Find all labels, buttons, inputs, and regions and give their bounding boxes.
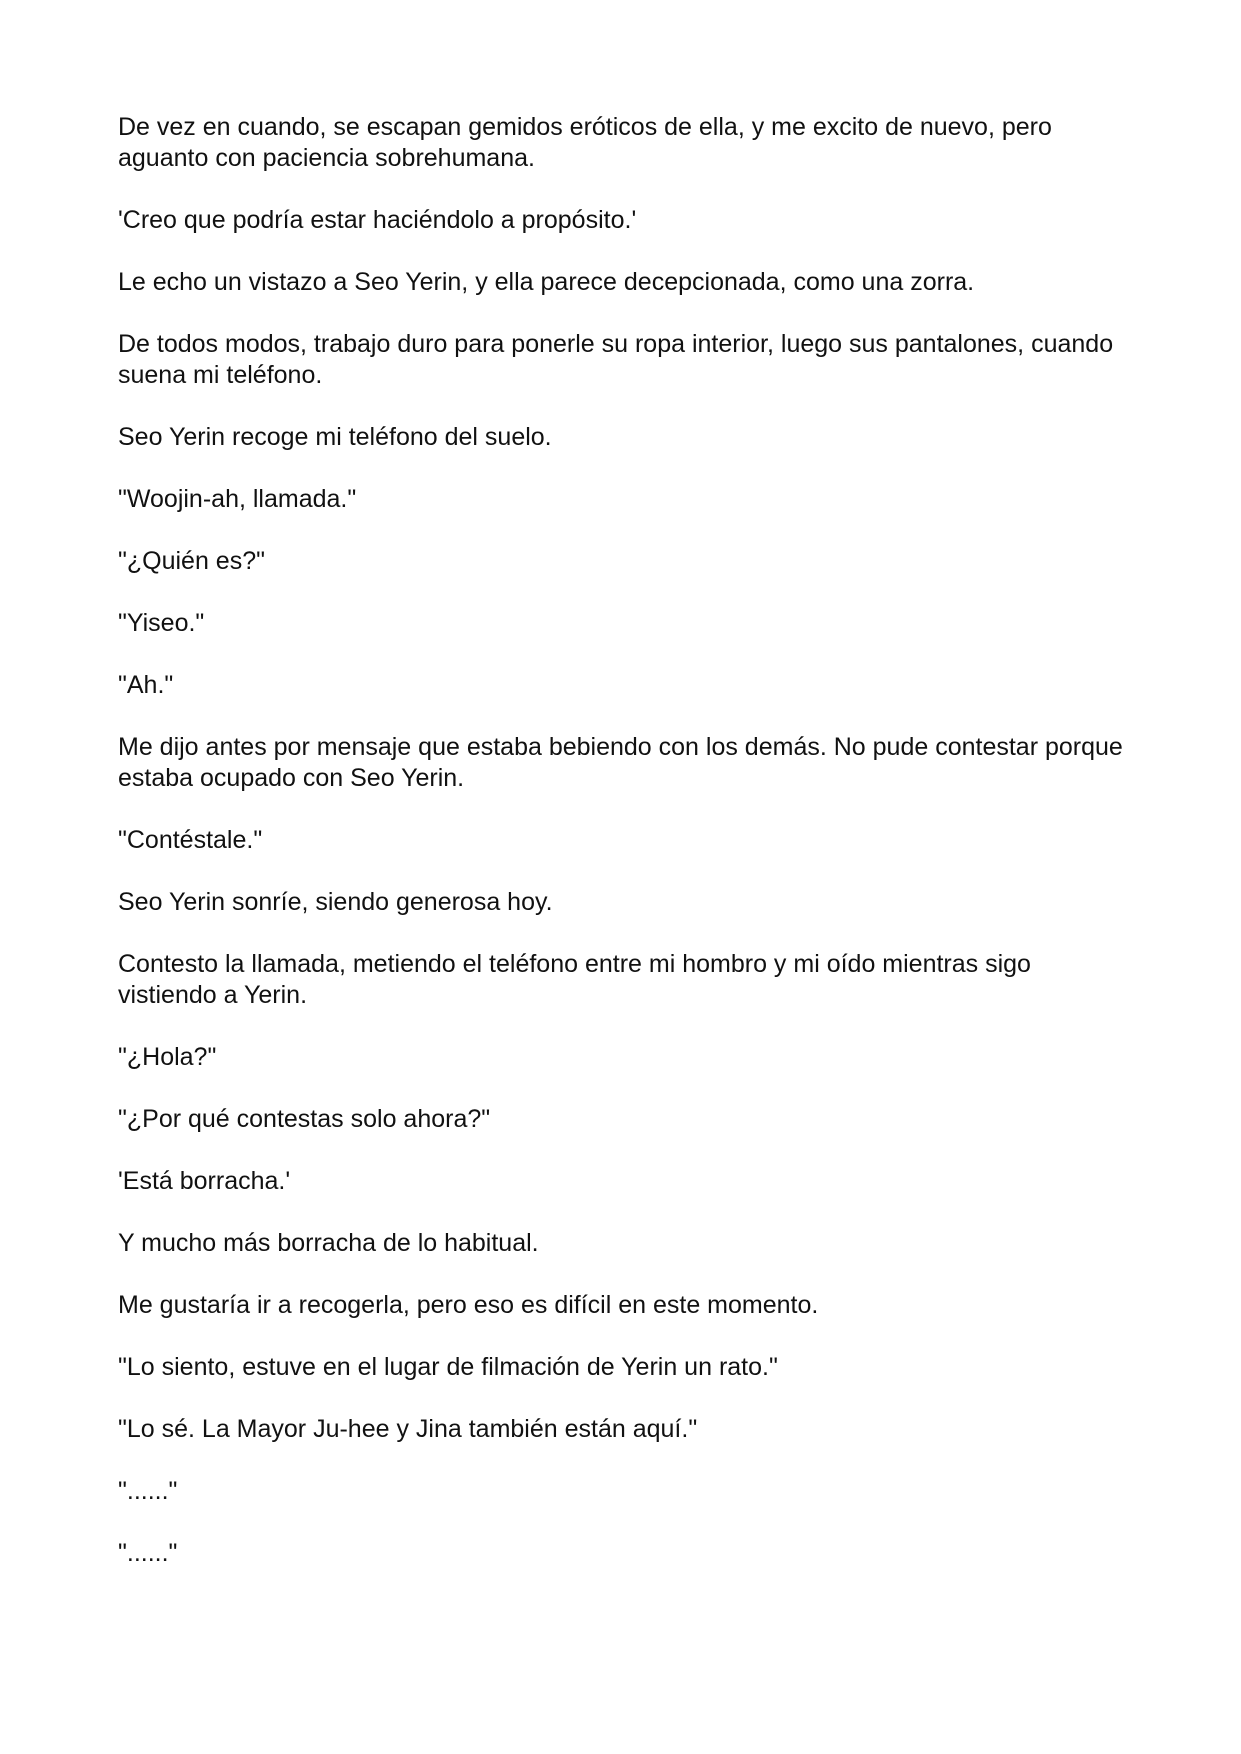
document-body [118, 112, 1128, 1600]
paragraph: Le echo un vistazo a Seo Yerin, y ella parece decepcionada, como una zorra. [118, 268, 975, 296]
paragraph: "¿Hola?" [118, 1043, 217, 1071]
paragraph: "Contéstale." [118, 826, 263, 854]
paragraph: Y mucho más borracha de lo habitual. [118, 1229, 539, 1257]
paragraph: De vez en cuando, se escapan gemidos eróticos de ella, y me excito de nuevo, pero aguanto con paciencia sobrehumana. [118, 113, 1052, 172]
paragraph: Me dijo antes por mensaje que estaba bebiendo con los demás. No pude contestar porque estaba ocupado con Seo Yerin. [118, 733, 1123, 792]
paragraph: "Ah." [118, 671, 174, 699]
paragraph: "Woojin-ah, llamada." [118, 485, 357, 513]
paragraph: De todos modos, trabajo duro para ponerle su ropa interior, luego sus pantalones, cuando suena mi teléfono. [118, 330, 1114, 389]
paragraph: Seo Yerin recoge mi teléfono del suelo. [118, 423, 552, 451]
paragraph: "......" [118, 1477, 178, 1505]
paragraph: "¿Por qué contestas solo ahora?" [118, 1105, 491, 1133]
paragraph: "Yiseo." [118, 609, 205, 637]
paragraph: "......" [118, 1539, 178, 1567]
paragraph: "¿Quién es?" [118, 547, 265, 575]
paragraph: Seo Yerin sonríe, siendo generosa hoy. [118, 888, 553, 916]
paragraph: 'Creo que podría estar haciéndolo a propósito.' [118, 206, 637, 234]
paragraph: 'Está borracha.' [118, 1167, 291, 1195]
paragraph: "Lo siento, estuve en el lugar de filmación de Yerin un rato." [118, 1353, 778, 1381]
paragraph: Contesto la llamada, metiendo el teléfono entre mi hombro y mi oído mientras sigo vistiendo a Yerin. [118, 950, 1031, 1009]
paragraph: "Lo sé. La Mayor Ju-hee y Jina también están aquí." [118, 1415, 698, 1443]
paragraph: Me gustaría ir a recogerla, pero eso es difícil en este momento. [118, 1291, 819, 1319]
